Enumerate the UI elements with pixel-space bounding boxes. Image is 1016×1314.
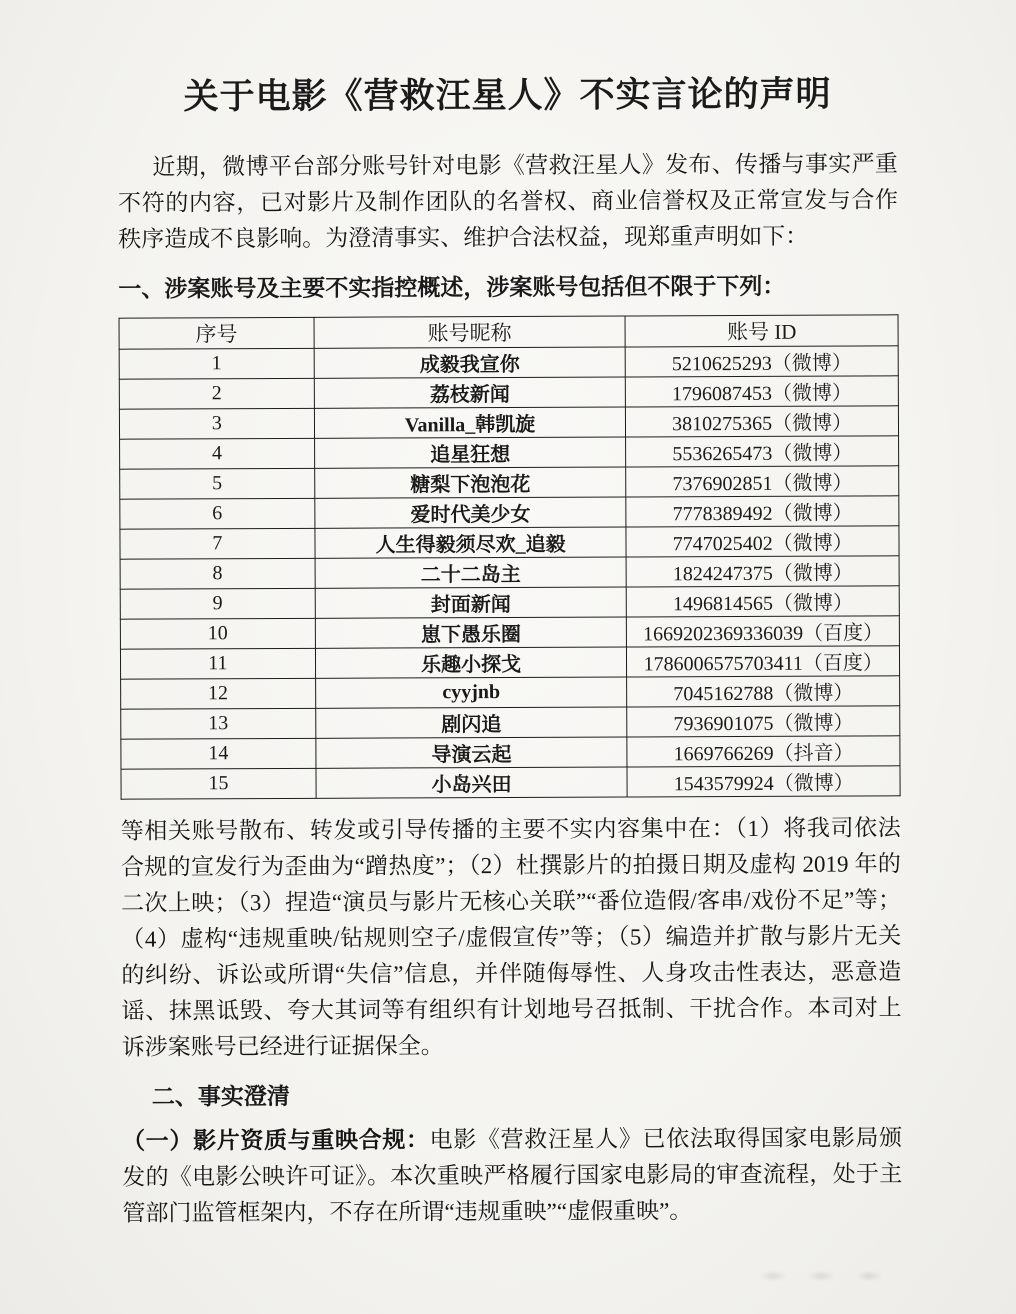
cell-account-id: 1669766269（抖音） [627, 736, 900, 767]
cell-index: 6 [120, 498, 315, 529]
cell-account-id: 1796087453（微博） [626, 376, 899, 407]
cell-index: 3 [119, 408, 314, 439]
cell-nickname: 追星狂想 [314, 437, 626, 468]
cell-account-id: 7045162788（微博） [627, 676, 900, 707]
cell-index: 7 [120, 528, 315, 559]
cell-account-id: 7778389492（微博） [626, 496, 899, 527]
cell-nickname: 人生得毅须尽欢_追毅 [315, 527, 627, 558]
cell-account-id: 1669202369336039（百度） [627, 616, 900, 647]
section-2-paragraph [122, 1120, 902, 1231]
table-header-row [119, 315, 898, 349]
cell-account-id: 1543579924（微博） [627, 766, 900, 797]
cell-account-id: 1786006575703411（百度） [627, 646, 900, 677]
table-row [120, 436, 899, 469]
cell-account-id: 5536265473（微博） [626, 436, 899, 467]
cell-account-id: 3810275365（微博） [626, 406, 899, 437]
table-row [119, 346, 898, 379]
section-2-heading: 二、事实澄清 [151, 1083, 290, 1110]
table-row [121, 736, 900, 769]
table-row [120, 616, 899, 649]
table-row [120, 586, 899, 619]
cell-account-id: 1824247375（微博） [626, 556, 899, 587]
cell-index: 13 [121, 708, 316, 739]
cell-index: 8 [120, 558, 315, 589]
table-row [120, 466, 899, 499]
table-row [119, 376, 898, 409]
cell-index: 14 [121, 738, 316, 769]
cell-account-id: 7747025402（微博） [626, 526, 899, 557]
cell-nickname: 导演云起 [316, 737, 628, 768]
table-row [120, 496, 899, 529]
accounts-table-body [119, 346, 900, 799]
table-row [119, 406, 898, 439]
cell-index: 9 [120, 588, 315, 619]
section-1-heading: 一、涉案账号及主要不实指控概述，涉案账号包括但不限于下列： [118, 273, 786, 302]
cell-nickname: 成毅我宣你 [314, 347, 626, 378]
column-header-account-id: 账号 ID [625, 315, 898, 347]
cell-nickname: 小岛兴田 [316, 767, 628, 798]
accounts-table [119, 314, 901, 799]
cell-index: 10 [120, 618, 315, 649]
cell-nickname: 糖梨下泡泡花 [314, 467, 626, 498]
cell-nickname: Vanilla_韩凯旋 [314, 407, 626, 438]
table-row [120, 526, 899, 559]
cell-account-id: 1496814565（微博） [627, 586, 900, 617]
cell-index: 1 [119, 348, 314, 379]
cell-nickname: 崽下愚乐圈 [315, 617, 627, 648]
cell-nickname: 二十二岛主 [315, 557, 627, 588]
table-row [121, 676, 900, 709]
cell-index: 4 [120, 438, 315, 469]
cell-index: 11 [120, 648, 315, 679]
cell-index: 12 [121, 678, 316, 709]
column-header-nickname: 账号昵称 [314, 316, 626, 348]
cell-index: 2 [119, 378, 314, 409]
cell-nickname: 剧闪追 [315, 707, 627, 738]
intro-paragraph: 近期，微博平台部分账号针对电影《营救汪星人》发布、传播与事实严重不符的内容，已对影片及制作团队的名誉权、商业信誉权及正常宣发与合作秩序造成不良影响。为澄清事实、维护合法权益，现郑重声明如下： [117, 151, 899, 252]
cell-account-id: 7936901075（微博） [627, 706, 900, 737]
column-header-index: 序号 [119, 317, 314, 349]
cell-index: 5 [120, 468, 315, 499]
document-title: 关于电影《营救汪星人》不实言论的声明 [183, 74, 832, 117]
cell-index: 15 [121, 768, 316, 799]
cell-nickname: 封面新闻 [315, 587, 627, 618]
cell-nickname: 爱时代美少女 [315, 497, 627, 528]
photo-smudge-marks [760, 1268, 940, 1298]
table-row [121, 766, 900, 799]
cell-account-id: 5210625293（微博） [625, 346, 898, 377]
after-table-paragraph: 等相关账号散布、转发或引导传播的主要不实内容集中在：（1）将我司依法合规的宣发行为歪曲为“蹭热度”；（2）杜撰影片的拍摄日期及虚构 2019 年的二次上映；（3）捏造“演员与影片无核心关联”“番位造假/客串/戏份不足”等；（4）虚构“违规重映/钻规则空子/虚假宣传”等；（5）编造并扩散与影片无关的纠纷、诉讼或所谓“失信”信息，并伴随侮辱性、人身攻击性表达，恶意造谣、抹黑诋毁、夸大其词等有组织有计划地号召抵制、干扰合作。本司对上诉涉案账号已经进行证据保全。 [120, 815, 902, 1060]
section-2-body: 电影《营救汪星人》已依法取得国家电影局颁发的《电影公映许可证》。本次重映严格履行国家电影局的审查流程，处于主管部门监管框架内，不存在所谓“违规重映”“虚假重映”。 [122, 1125, 903, 1226]
table-row [120, 556, 899, 589]
cell-nickname: 荔枝新闻 [314, 377, 626, 408]
section-2-lead: （一）影片资质与重映合规： [122, 1127, 430, 1154]
cell-nickname: cyyjnb [315, 677, 627, 708]
table-row [120, 646, 899, 679]
table-row [121, 706, 900, 739]
cell-nickname: 乐趣小探戈 [315, 647, 627, 678]
cell-account-id: 7376902851（微博） [626, 466, 899, 497]
